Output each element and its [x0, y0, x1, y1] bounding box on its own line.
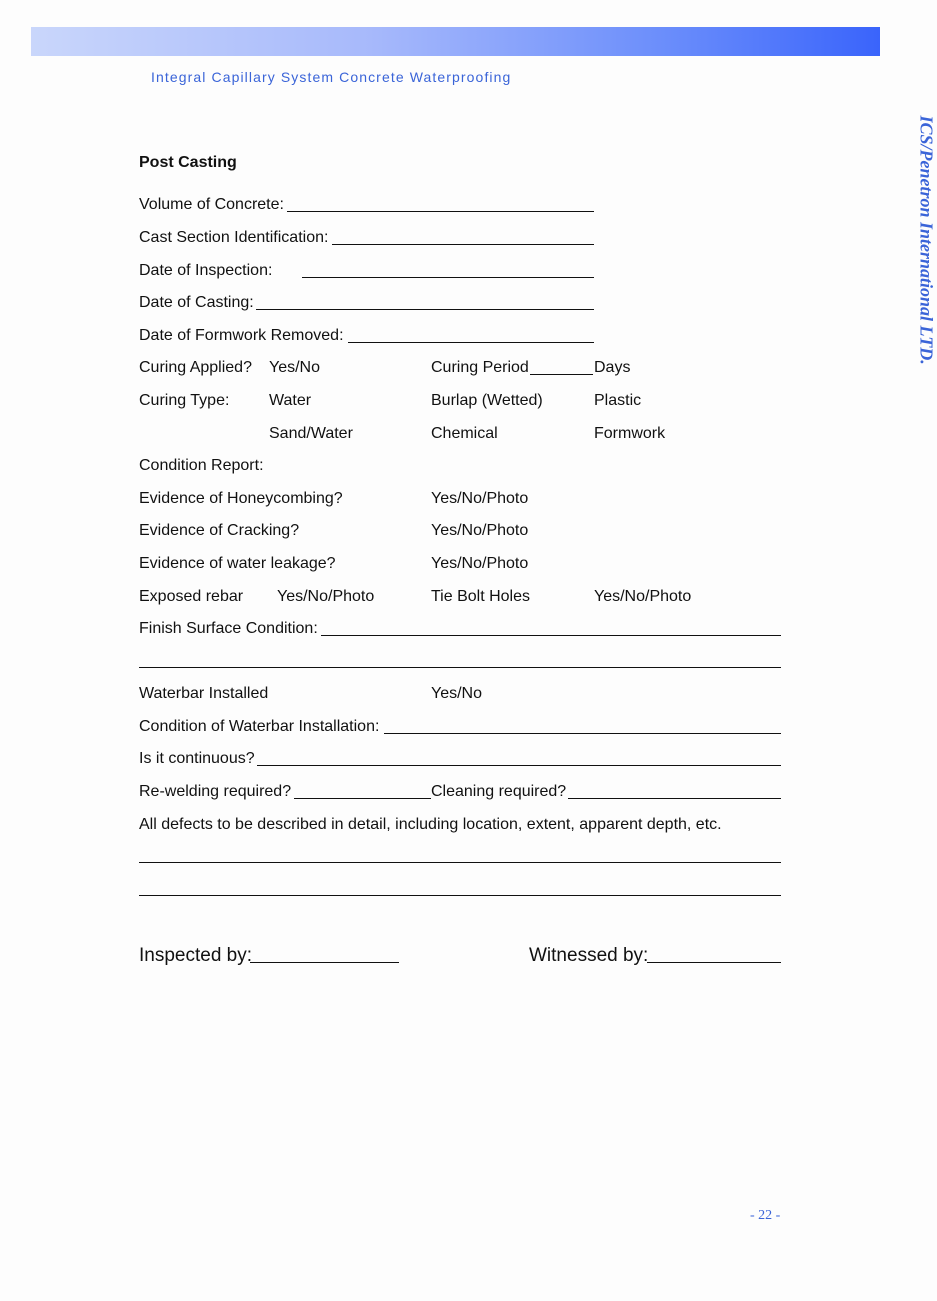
curing-type-label: Curing Type: — [139, 392, 230, 409]
cracking-label: Evidence of Cracking? — [139, 522, 300, 539]
inspected-by-label: Inspected by: — [139, 945, 253, 966]
finish-surface-field[interactable] — [321, 635, 781, 636]
finish-surface-field-continued[interactable] — [139, 667, 781, 668]
exposed-rebar-value[interactable]: Yes/No/Photo — [277, 588, 375, 605]
side-company-title: ICS/Penetron International LTD. — [916, 115, 937, 365]
curing-period-field[interactable] — [530, 374, 593, 375]
waterbar-installed-value[interactable]: Yes/No — [431, 685, 482, 702]
rewelding-label: Re-welding required? — [139, 783, 292, 800]
curing-applied-value[interactable]: Yes/No — [269, 359, 320, 376]
waterbar-installed-label: Waterbar Installed — [139, 685, 269, 702]
tie-bolt-label: Tie Bolt Holes — [431, 588, 530, 605]
curing-option-sand-water[interactable]: Sand/Water — [269, 425, 353, 442]
curing-option-plastic[interactable]: Plastic — [594, 392, 642, 409]
leakage-label: Evidence of water leakage? — [139, 555, 336, 572]
volume-label: Volume of Concrete: — [139, 196, 284, 213]
date-inspection-field[interactable] — [302, 277, 594, 278]
finish-surface-label: Finish Surface Condition: — [139, 620, 318, 637]
curing-period-label: Curing Period — [431, 359, 529, 376]
exposed-rebar-label: Exposed rebar — [139, 588, 244, 605]
defects-note: All defects to be described in detail, including location, extent, apparent depth, etc. — [139, 816, 722, 833]
volume-field[interactable] — [287, 211, 594, 212]
condition-report-label: Condition Report: — [139, 457, 264, 474]
honeycombing-value[interactable]: Yes/No/Photo — [431, 490, 529, 507]
curing-applied-label: Curing Applied? — [139, 359, 252, 376]
header-title: Integral Capillary System Concrete Waterproofing — [151, 69, 512, 85]
curing-option-burlap[interactable]: Burlap (Wetted) — [431, 392, 543, 409]
defects-field-line-2[interactable] — [139, 895, 781, 896]
leakage-value[interactable]: Yes/No/Photo — [431, 555, 529, 572]
inspected-by-field[interactable] — [250, 962, 399, 963]
cleaning-field[interactable] — [568, 798, 781, 799]
date-formwork-label: Date of Formwork Removed: — [139, 327, 344, 344]
witnessed-by-field[interactable] — [647, 962, 781, 963]
continuous-label: Is it continuous? — [139, 750, 255, 767]
rewelding-field[interactable] — [294, 798, 431, 799]
cracking-value[interactable]: Yes/No/Photo — [431, 522, 529, 539]
date-formwork-field[interactable] — [348, 342, 594, 343]
curing-option-water[interactable]: Water — [269, 392, 312, 409]
cast-section-field[interactable] — [332, 244, 594, 245]
curing-period-unit: Days — [594, 359, 631, 376]
cast-section-label: Cast Section Identification: — [139, 229, 329, 246]
page-number: - 22 - — [750, 1208, 781, 1223]
continuous-field[interactable] — [257, 765, 781, 766]
defects-field-line-1[interactable] — [139, 862, 781, 863]
date-inspection-label: Date of Inspection: — [139, 262, 273, 279]
date-casting-label: Date of Casting: — [139, 294, 254, 311]
honeycombing-label: Evidence of Honeycombing? — [139, 490, 343, 507]
cleaning-label: Cleaning required? — [431, 783, 567, 800]
section-title: Post Casting — [139, 154, 237, 171]
header-banner — [31, 27, 880, 56]
curing-option-chemical[interactable]: Chemical — [431, 425, 498, 442]
date-casting-field[interactable] — [256, 309, 594, 310]
tie-bolt-value[interactable]: Yes/No/Photo — [594, 588, 692, 605]
waterbar-condition-field[interactable] — [384, 733, 781, 734]
curing-option-formwork[interactable]: Formwork — [594, 425, 666, 442]
waterbar-condition-label: Condition of Waterbar Installation: — [139, 718, 380, 735]
witnessed-by-label: Witnessed by: — [529, 945, 649, 966]
